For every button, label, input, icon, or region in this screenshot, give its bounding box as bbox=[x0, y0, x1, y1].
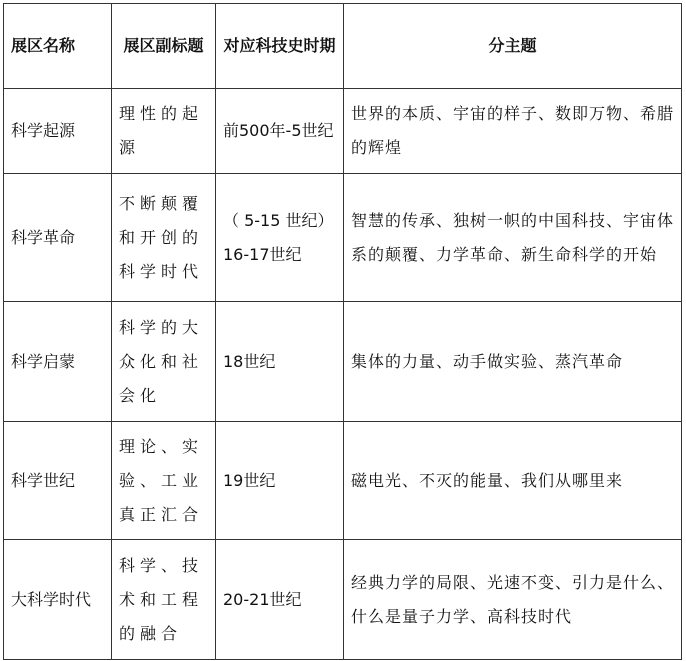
exhibit-topics: 经典力学的局限、光速不变、引力是什么、什么是量子力学、高科技时代 bbox=[344, 540, 682, 660]
exhibit-topics: 磁电光、不灭的能量、我们从哪里来 bbox=[344, 422, 682, 540]
exhibit-era bbox=[216, 302, 344, 422]
header-topics: 分主题 bbox=[344, 4, 682, 89]
table-row bbox=[4, 302, 682, 422]
header-exhibit-name: 展区名称 bbox=[4, 4, 112, 89]
exhibit-subtitle: 科学、技术和工程的融合 bbox=[112, 540, 216, 660]
exhibit-era bbox=[216, 422, 344, 540]
table-row bbox=[4, 422, 682, 540]
exhibit-name: 大科学时代 bbox=[4, 540, 112, 660]
header-era: 对应科技史时期 bbox=[216, 4, 344, 89]
table-row bbox=[4, 540, 682, 660]
exhibit-subtitle: 理论、实验、工业真正汇合 bbox=[112, 422, 216, 540]
era-line: 16-17世纪 bbox=[223, 244, 302, 264]
exhibit-name: 科学革命 bbox=[4, 174, 112, 302]
era-line: 19世纪 bbox=[223, 470, 276, 490]
exhibit-name: 科学起源 bbox=[4, 89, 112, 174]
header-subtitle: 展区副标题 bbox=[112, 4, 216, 89]
exhibit-era bbox=[216, 174, 344, 302]
exhibit-name: 科学世纪 bbox=[4, 422, 112, 540]
exhibit-topics: 智慧的传承、独树一帜的中国科技、宇宙体系的颠覆、力学革命、新生命科学的开始 bbox=[344, 174, 682, 302]
era-line: 前500年-5世纪 bbox=[223, 121, 334, 140]
table-row bbox=[4, 89, 682, 174]
era-line: （ 5-15 世纪） bbox=[223, 210, 334, 230]
exhibit-subtitle: 不断颠覆和开创的科学时代 bbox=[112, 174, 216, 302]
era-line: 18世纪 bbox=[223, 351, 276, 371]
exhibit-topics: 集体的力量、动手做实验、蒸汽革命 bbox=[344, 302, 682, 422]
exhibit-subtitle: 科学的大众化和社会化 bbox=[112, 302, 216, 422]
exhibit-era bbox=[216, 89, 344, 174]
exhibit-subtitle: 理性的起源 bbox=[112, 89, 216, 174]
header-row bbox=[4, 4, 682, 89]
exhibit-era bbox=[216, 540, 344, 660]
era-line: 20-21世纪 bbox=[223, 589, 302, 609]
table-row bbox=[4, 174, 682, 302]
exhibit-name: 科学启蒙 bbox=[4, 302, 112, 422]
exhibition-table bbox=[3, 3, 682, 660]
exhibit-topics: 世界的本质、宇宙的样子、数即万物、希腊的辉煌 bbox=[344, 89, 682, 174]
